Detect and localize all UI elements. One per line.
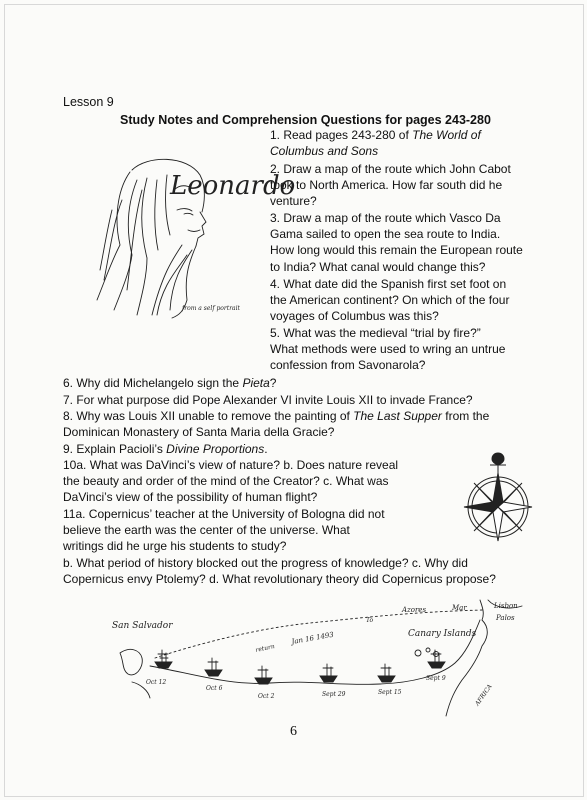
date-oct-12: Oct 12 [146,679,167,686]
compass-rose-icon [448,445,548,555]
question-1: 1. Read pages 243-280 of The World of Columbus and Sons [270,128,481,159]
ship-icon [255,666,272,684]
columbus-voyage-map [110,598,530,718]
lesson-label: Lesson 9 [63,95,114,109]
question-3: 3. Draw a map of the route which Vasco Da Gama sailed to open the sea route to India. How long would this remain the European route to India? What canal would change this? [270,211,523,274]
place-lisbon: Lisbon [494,602,518,610]
leonardo-signature: Leonardo [170,171,296,201]
question-4: 4. What date did the Spanish first set foot on the American continent? On which of the four voyages of Columbus was this? [270,277,510,324]
question-6: 6. Why did Michelangelo sign the Pieta? [63,376,277,390]
question-7: 7. For what purpose did Pope Alexander VI invite Louis XII to invade France? [63,393,473,407]
question-10: 10a. What was DaVinci’s view of nature? b. Does nature reveal the beauty and order of the mind of the Creator? c. What was DaVinci’s view of the possibility of human flight? [63,458,399,505]
question-11b: b. What period of history blocked out the progress of knowledge? c. Why did Copernicus envy Ptolemy? d. What revolutionary theory did Copernicus propose? [63,556,496,587]
ship-icon [155,650,172,668]
book-title: The World of [412,128,481,142]
question-2: 2. Draw a map of the route which John Cabot took to North America. How far south did he venture? [270,162,511,209]
ship-icon [320,664,337,682]
date-sept-9: Sept 9 [426,675,446,682]
question-9: 9. Explain Pacioli’s Divine Proportions. [63,442,268,456]
book-title-cont: Columbus and Sons [270,144,379,159]
portrait-caption: from a self portrait [182,305,240,312]
leonardo-portrait [92,150,296,320]
place-san-salvador: San Salvador [112,621,173,631]
question-5: 5. What was the medieval “trial by fire?” What methods were used to wring an untrue confession from Savonarola? [270,326,506,373]
place-africa: AFRICA [473,683,494,708]
date-oct-6: Oct 6 [206,685,223,692]
route-return-label: return [254,643,276,654]
ship-icon [378,664,395,682]
ship-icon [205,658,222,676]
date-sept-29: Sept 29 [322,691,346,698]
place-azores: Azores [402,606,427,614]
date-oct-2: Oct 2 [258,693,275,700]
place-palos: Palos [496,614,515,622]
date-sept-15: Sept 15 [378,689,402,696]
place-canary-islands: Canary Islands [408,629,477,639]
page-heading: Study Notes and Comprehension Questions for pages 243-280 [120,113,491,127]
ship-icon [428,650,445,668]
route-to-label: To [366,617,374,624]
route-date-label: Jan 16 1493 [290,630,335,646]
place-mar: Mar [452,604,467,612]
question-11: 11a. Copernicus’ teacher at the University of Bologna did not believe the earth was the center of the universe. What writings did he urge his students to study? [63,507,385,554]
page-number: 6 [290,724,297,739]
question-8: 8. Why was Louis XII unable to remove the painting of The Last Supper from the Dominican Monastery of Santa Maria della Gracie? [63,409,490,440]
